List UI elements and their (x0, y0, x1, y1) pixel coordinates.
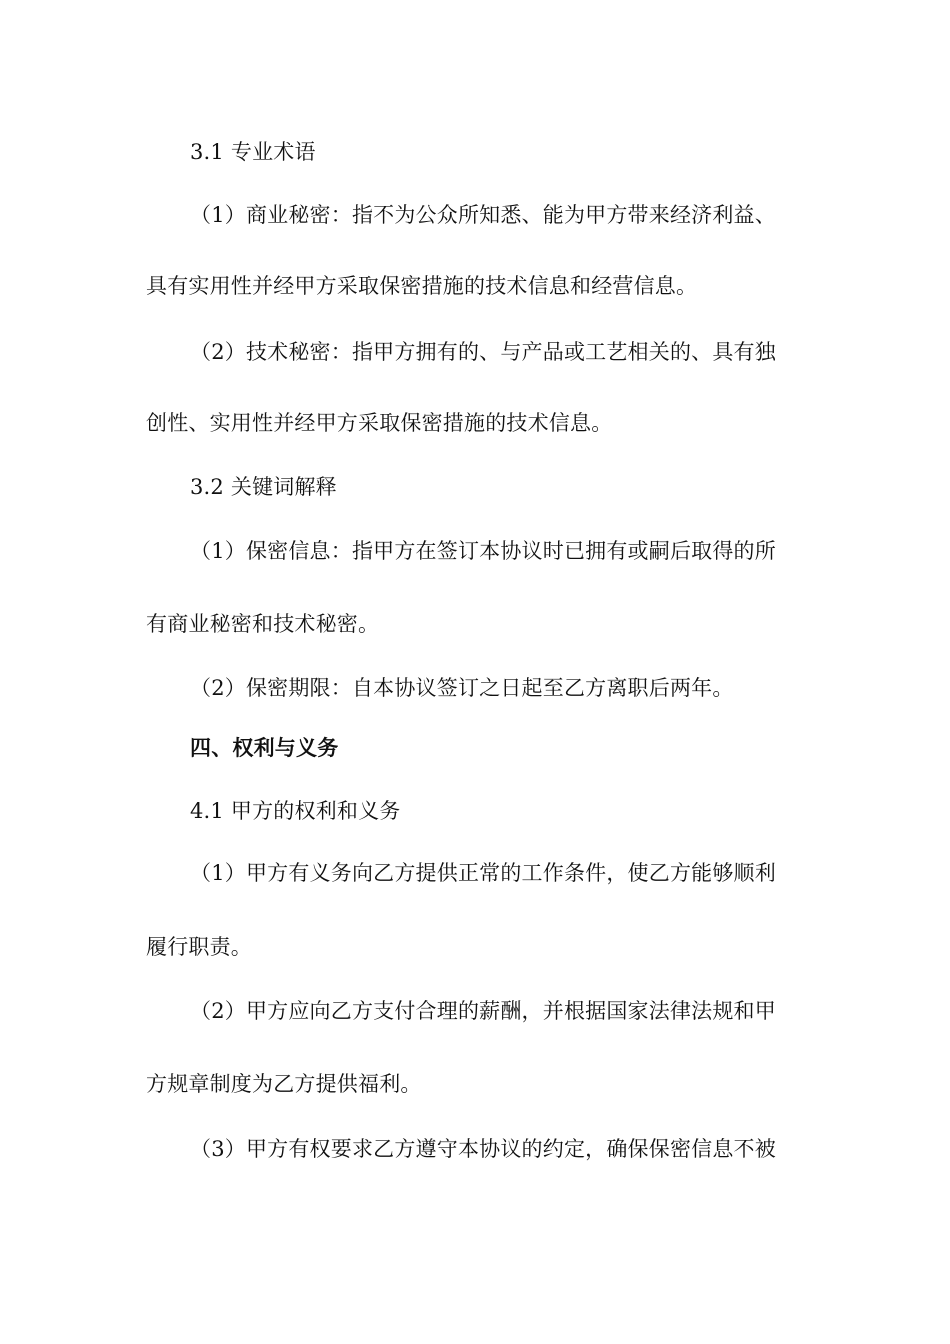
chapter-4-heading: 四、权利与义务 (190, 735, 339, 760)
paragraph-line: （3）甲方有权要求乙方遵守本协议的约定，确保保密信息不被 (190, 1137, 776, 1161)
paragraph-line: （1）甲方有义务向乙方提供正常的工作条件，使乙方能够顺利 (190, 861, 776, 885)
paragraph-line: 具有实用性并经甲方采取保密措施的技术信息和经营信息。 (146, 274, 698, 298)
paragraph-line: （1）保密信息：指甲方在签订本协议时已拥有或嗣后取得的所 (190, 539, 776, 563)
paragraph-line: 履行职责。 (146, 935, 252, 959)
section-3-2-heading: 3.2 关键词解释 (190, 475, 337, 499)
paragraph-line: （2）技术秘密：指甲方拥有的、与产品或工艺相关的、具有独 (190, 340, 776, 364)
paragraph-line: （2）保密期限：自本协议签订之日起至乙方离职后两年。 (190, 676, 734, 700)
paragraph-line: 方规章制度为乙方提供福利。 (146, 1072, 422, 1096)
paragraph-line: （1）商业秘密：指不为公众所知悉、能为甲方带来经济利益、 (190, 203, 776, 227)
paragraph-line: （2）甲方应向乙方支付合理的薪酬，并根据国家法律法规和甲 (190, 999, 776, 1023)
section-3-1-heading: 3.1 专业术语 (190, 140, 316, 164)
paragraph-line: 有商业秘密和技术秘密。 (146, 612, 380, 636)
section-4-1-heading: 4.1 甲方的权利和义务 (190, 799, 401, 823)
paragraph-line: 创性、实用性并经甲方采取保密措施的技术信息。 (146, 411, 613, 435)
